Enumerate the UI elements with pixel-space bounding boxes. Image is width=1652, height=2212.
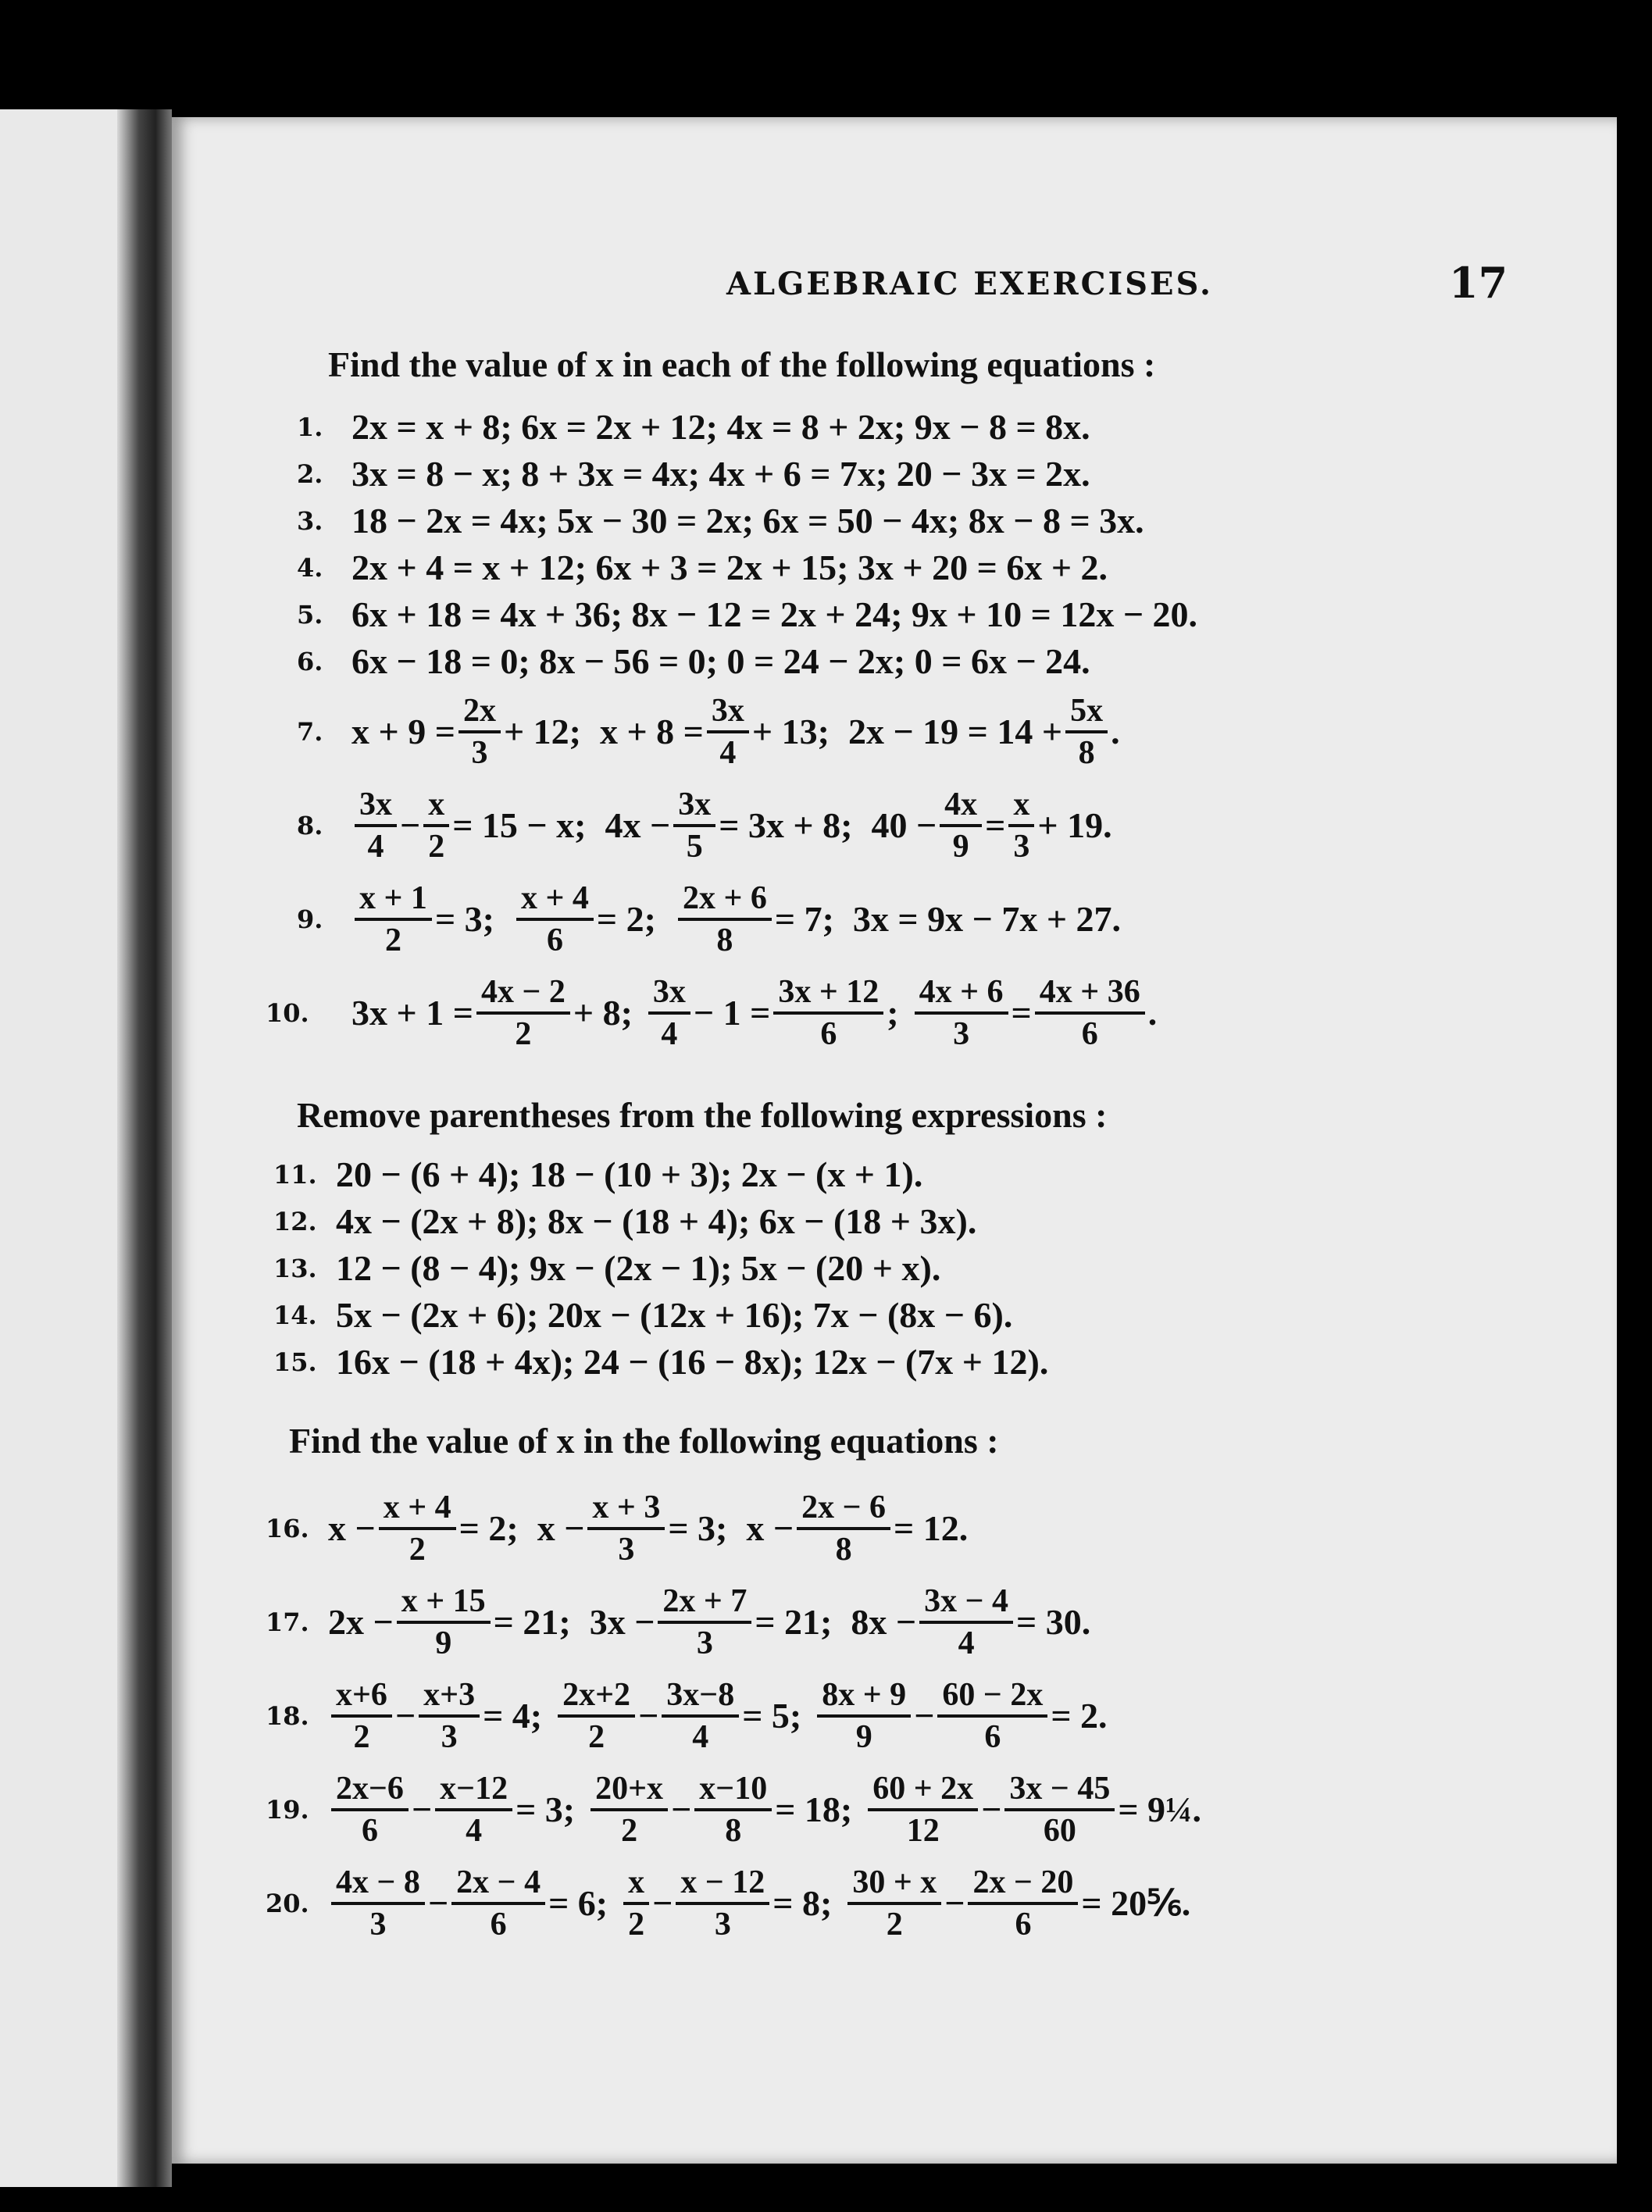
book-page xyxy=(172,117,1617,2164)
exercise-row xyxy=(266,685,1547,779)
fraction xyxy=(1065,693,1108,771)
expr-text: − xyxy=(671,1789,692,1830)
denominator: 2 xyxy=(409,1532,426,1568)
denominator: 3 xyxy=(471,735,488,771)
denominator: 8 xyxy=(1078,735,1095,771)
denominator: 8 xyxy=(716,922,733,958)
exercise-row xyxy=(266,404,1547,451)
denominator: 2 xyxy=(628,1907,645,1943)
numerator: x + 1 xyxy=(355,880,432,921)
numerator: x+6 xyxy=(331,1677,392,1718)
fraction xyxy=(658,1583,751,1661)
exercise-number: 5. xyxy=(297,600,323,630)
expr-text: x + 9 = xyxy=(351,712,455,752)
numerator: 3x xyxy=(648,974,690,1015)
expr-text: = 6; xyxy=(548,1883,608,1924)
exercise-row xyxy=(266,1763,1547,1857)
expr-text: = 21; xyxy=(493,1602,571,1643)
section-3-instruction: Find the value of x in the following equations : xyxy=(289,1421,999,1461)
numerator: 3x − 4 xyxy=(919,1583,1013,1624)
expr-text: 4x − xyxy=(605,805,671,846)
numerator: 20+x xyxy=(591,1771,668,1811)
numerator: 3x xyxy=(707,693,749,733)
denominator: 4 xyxy=(466,1813,483,1849)
expr-text: − xyxy=(638,1696,659,1736)
expr-text: = 8; xyxy=(772,1883,833,1924)
running-head xyxy=(266,258,1547,312)
expr-text: x − xyxy=(746,1508,794,1549)
section-1 xyxy=(266,344,1547,1060)
expr-text: − xyxy=(400,805,421,846)
fraction xyxy=(419,1677,480,1755)
numerator: x + 4 xyxy=(516,880,594,921)
numerator: 2x + 7 xyxy=(658,1583,751,1624)
exercise-equations: 18 − 2x = 4x; 5x − 30 = 2x; 6x = 50 − 4x; 8x − 8 = 3x. xyxy=(351,501,1144,541)
numerator: x + 3 xyxy=(587,1490,665,1530)
expr-text: = 21; xyxy=(755,1602,833,1643)
denominator: 60 xyxy=(1043,1813,1076,1849)
exercise-row xyxy=(266,1669,1547,1763)
expr-text: ; xyxy=(887,993,899,1033)
expr-text: − xyxy=(981,1789,1002,1830)
page-content xyxy=(266,258,1547,1950)
denominator: 6 xyxy=(984,1719,1001,1755)
denominator: 4 xyxy=(692,1719,709,1755)
expr-text: + 19. xyxy=(1037,805,1112,846)
denominator: 2 xyxy=(384,922,401,958)
adjacent-page-edge xyxy=(0,109,117,2187)
fraction xyxy=(676,1864,769,1943)
exercise-row xyxy=(266,1857,1547,1950)
exercise-number: 10. xyxy=(266,998,309,1028)
denominator: 5 xyxy=(686,829,703,865)
expr-text: . xyxy=(1147,993,1158,1033)
expr-text: = 5; xyxy=(742,1696,802,1736)
numerator: 4x + 6 xyxy=(915,974,1008,1015)
denominator: 2 xyxy=(515,1016,532,1052)
numerator: x + 15 xyxy=(397,1583,491,1624)
exercise-row xyxy=(266,1482,1547,1575)
fraction xyxy=(678,880,772,958)
expr-text: = 3; xyxy=(516,1789,576,1830)
fraction xyxy=(847,1864,941,1943)
fraction xyxy=(937,1677,1047,1755)
fraction xyxy=(817,1677,911,1755)
fraction xyxy=(423,787,449,865)
numerator: 4x − 2 xyxy=(476,974,570,1015)
exercise-number: 19. xyxy=(266,1795,309,1825)
denominator: 3 xyxy=(953,1016,970,1052)
numerator: x−10 xyxy=(694,1771,772,1811)
numerator: 2x+2 xyxy=(558,1677,635,1718)
exercise-row xyxy=(266,1339,1547,1386)
expr-text: + 8; xyxy=(573,993,633,1033)
exercise-number: 4. xyxy=(297,553,323,583)
numerator: 2x xyxy=(458,693,501,733)
fraction xyxy=(458,693,501,771)
numerator: 2x − 4 xyxy=(451,1864,545,1905)
denominator: 6 xyxy=(546,922,563,958)
numerator: 4x − 8 xyxy=(331,1864,425,1905)
fraction xyxy=(707,693,749,771)
expr-text: − xyxy=(944,1883,965,1924)
fraction xyxy=(435,1771,512,1849)
exercise-row xyxy=(266,591,1547,638)
denominator: 2 xyxy=(588,1719,605,1755)
exercise-number: 18. xyxy=(266,1701,309,1731)
fraction xyxy=(355,880,432,958)
exercise-row xyxy=(266,544,1547,591)
exercise-row xyxy=(266,1575,1547,1669)
exercise-number: 13. xyxy=(273,1254,317,1283)
exercise-number: 9. xyxy=(297,904,323,934)
denominator: 12 xyxy=(906,1813,940,1849)
denominator: 4 xyxy=(367,829,384,865)
fraction xyxy=(451,1864,545,1943)
numerator: x + 4 xyxy=(379,1490,456,1530)
fraction xyxy=(648,974,690,1052)
expr-text: − 1 = xyxy=(693,993,771,1033)
exercise-equations: 3x = 8 − x; 8 + 3x = 4x; 4x + 6 = 7x; 20 − 3x = 2x. xyxy=(351,454,1090,494)
expr-text: 8x − xyxy=(851,1602,917,1643)
denominator: 3 xyxy=(369,1907,387,1943)
denominator: 6 xyxy=(1015,1907,1032,1943)
expr-text: = 2; xyxy=(596,899,656,940)
exercise-expressions: 16x − (18 + 4x); 24 − (16 − 8x); 12x − (7x + 12). xyxy=(336,1342,1049,1382)
numerator: 2x − 20 xyxy=(968,1864,1078,1905)
fraction xyxy=(919,1583,1013,1661)
fraction xyxy=(797,1490,890,1568)
denominator: 3 xyxy=(441,1719,458,1755)
exercise-number: 15. xyxy=(273,1347,317,1377)
numerator: 2x−6 xyxy=(331,1771,409,1811)
exercise-expressions: 5x − (2x + 6); 20x − (12x + 16); 7x − (8x − 6). xyxy=(336,1295,1013,1336)
expr-text: = 4; xyxy=(483,1696,543,1736)
exercise-number: 6. xyxy=(297,647,323,676)
fraction xyxy=(968,1864,1078,1943)
book-binding xyxy=(117,109,172,2187)
exercise-row xyxy=(266,966,1547,1060)
exercise-number: 16. xyxy=(266,1514,309,1543)
exercise-equations: 6x + 18 = 4x + 36; 8x − 12 = 2x + 24; 9x + 10 = 12x − 20. xyxy=(351,594,1198,635)
fraction xyxy=(1004,1771,1115,1849)
denominator: 2 xyxy=(886,1907,903,1943)
numerator: x xyxy=(1008,787,1034,827)
expr-text: = 18; xyxy=(775,1789,853,1830)
exercise-number: 20. xyxy=(266,1889,309,1918)
expr-text: = 9¼. xyxy=(1118,1789,1202,1830)
fraction xyxy=(868,1771,978,1849)
denominator: 2 xyxy=(353,1719,370,1755)
denominator: 6 xyxy=(1081,1016,1098,1052)
exercise-number: 1. xyxy=(297,412,323,442)
expr-text: x − xyxy=(328,1508,376,1549)
fraction xyxy=(940,787,982,865)
denominator: 2 xyxy=(428,829,445,865)
fraction xyxy=(379,1490,456,1568)
expr-text: = xyxy=(1011,993,1032,1033)
numerator: x−12 xyxy=(435,1771,512,1811)
numerator: 3x xyxy=(673,787,715,827)
expr-text: = 2. xyxy=(1051,1696,1108,1736)
expr-text: x + 8 = xyxy=(599,712,704,752)
expr-text: = 12. xyxy=(894,1508,969,1549)
denominator: 3 xyxy=(696,1625,713,1661)
expr-text: + 13; xyxy=(751,712,830,752)
fraction xyxy=(331,1864,425,1943)
exercise-row xyxy=(266,498,1547,544)
exercise-number: 17. xyxy=(266,1607,309,1637)
denominator: 4 xyxy=(661,1016,678,1052)
expr-text: − xyxy=(652,1883,673,1924)
expr-text: − xyxy=(914,1696,935,1736)
numerator: 2x + 6 xyxy=(678,880,772,921)
denominator: 8 xyxy=(835,1532,852,1568)
expr-text: x − xyxy=(537,1508,585,1549)
fraction xyxy=(1008,787,1034,865)
denominator: 6 xyxy=(820,1016,837,1052)
expr-text: 3x − xyxy=(589,1602,655,1643)
numerator: 3x−8 xyxy=(662,1677,739,1718)
denominator: 6 xyxy=(361,1813,378,1849)
expr-text: − xyxy=(411,1789,433,1830)
numerator: 30 + x xyxy=(847,1864,941,1905)
exercise-row xyxy=(266,779,1547,872)
denominator: 3 xyxy=(1013,829,1030,865)
expr-text: = xyxy=(985,805,1006,846)
exercise-expressions: 20 − (6 + 4); 18 − (10 + 3); 2x − (x + 1). xyxy=(336,1154,923,1195)
fraction xyxy=(476,974,570,1052)
fraction xyxy=(773,974,883,1052)
numerator: 60 + 2x xyxy=(868,1771,978,1811)
expr-text: = 2; xyxy=(458,1508,519,1549)
fraction xyxy=(591,1771,668,1849)
expr-text: 2x − 19 = 14 + xyxy=(847,712,1063,752)
denominator: 9 xyxy=(952,829,969,865)
page-number: 17 xyxy=(1449,258,1508,308)
numerator: 4x xyxy=(940,787,982,827)
exercise-row xyxy=(266,1245,1547,1292)
fraction xyxy=(397,1583,491,1661)
section-1-instruction: Find the value of x in each of the following equations : xyxy=(328,344,1156,384)
numerator: x+3 xyxy=(419,1677,480,1718)
denominator: 4 xyxy=(958,1625,975,1661)
expr-text: 3x + 1 = xyxy=(351,993,473,1033)
expr-text: = 20⅚. xyxy=(1081,1883,1191,1924)
running-title: ALGEBRAIC EXERCISES. xyxy=(726,266,1213,302)
exercise-row xyxy=(266,872,1547,966)
section-3 xyxy=(266,1420,1547,1950)
fraction xyxy=(558,1677,635,1755)
expr-text: = 3; xyxy=(668,1508,728,1549)
expr-text: 2x − xyxy=(328,1602,394,1643)
denominator: 3 xyxy=(714,1907,731,1943)
exercise-number: 14. xyxy=(273,1300,317,1330)
exercise-row xyxy=(266,638,1547,685)
fraction xyxy=(623,1864,649,1943)
fraction xyxy=(915,974,1008,1052)
expr-text: 3x = 9x − 7x + 27. xyxy=(852,899,1122,940)
exercise-equations: 2x + 4 = x + 12; 6x + 3 = 2x + 15; 3x + 20 = 6x + 2. xyxy=(351,548,1108,588)
expr-text: = 3; xyxy=(434,899,494,940)
exercise-row xyxy=(266,1198,1547,1245)
denominator: 3 xyxy=(618,1532,635,1568)
numerator: 3x xyxy=(355,787,397,827)
expr-text: = 30. xyxy=(1016,1602,1091,1643)
numerator: 8x + 9 xyxy=(817,1677,911,1718)
expr-text: + 12; xyxy=(503,712,581,752)
fraction xyxy=(516,880,594,958)
exercise-equations: 6x − 18 = 0; 8x − 56 = 0; 0 = 24 − 2x; 0 = 6x − 24. xyxy=(351,641,1090,682)
exercise-number: 12. xyxy=(273,1207,317,1236)
denominator: 8 xyxy=(725,1813,742,1849)
expr-text: 40 − xyxy=(871,805,937,846)
exercise-expressions: 4x − (2x + 8); 8x − (18 + 4); 6x − (18 + 3x). xyxy=(336,1201,977,1242)
numerator: x − 12 xyxy=(676,1864,769,1905)
fraction xyxy=(694,1771,772,1849)
numerator: x xyxy=(623,1864,649,1905)
numerator: x xyxy=(423,787,449,827)
expr-text: = 15 − x; xyxy=(452,805,587,846)
expr-text: − xyxy=(394,1696,416,1736)
exercise-equations: 2x = x + 8; 6x = 2x + 12; 4x = 8 + 2x; 9x − 8 = 8x. xyxy=(351,407,1090,448)
expr-text: − xyxy=(427,1883,449,1924)
exercise-row xyxy=(266,1151,1547,1198)
exercise-number: 3. xyxy=(297,506,323,536)
exercise-expressions: 12 − (8 − 4); 9x − (2x − 1); 5x − (20 + x). xyxy=(336,1248,941,1289)
exercise-number: 11. xyxy=(273,1160,317,1190)
numerator: 3x + 12 xyxy=(773,974,883,1015)
denominator: 4 xyxy=(719,735,737,771)
fraction xyxy=(331,1677,392,1755)
expr-text: = 7; xyxy=(774,899,834,940)
fraction xyxy=(1035,974,1145,1052)
numerator: 2x − 6 xyxy=(797,1490,890,1530)
expr-text: . xyxy=(1111,712,1120,752)
numerator: 5x xyxy=(1065,693,1108,733)
denominator: 9 xyxy=(435,1625,452,1661)
expr-text: = 3x + 8; xyxy=(719,805,853,846)
fraction xyxy=(587,1490,665,1568)
fraction xyxy=(355,787,397,865)
fraction xyxy=(662,1677,739,1755)
exercise-number: 2. xyxy=(297,459,323,489)
section-2-instruction: Remove parentheses from the following expressions : xyxy=(297,1095,1108,1135)
denominator: 9 xyxy=(855,1719,872,1755)
exercise-number: 8. xyxy=(297,811,323,840)
exercise-number: 7. xyxy=(297,717,323,747)
section-2 xyxy=(266,1094,1547,1386)
fraction xyxy=(331,1771,409,1849)
denominator: 6 xyxy=(490,1907,507,1943)
fraction xyxy=(673,787,715,865)
denominator: 2 xyxy=(621,1813,638,1849)
numerator: 4x + 36 xyxy=(1035,974,1145,1015)
numerator: 60 − 2x xyxy=(937,1677,1047,1718)
exercise-row xyxy=(266,451,1547,498)
numerator: 3x − 45 xyxy=(1004,1771,1115,1811)
exercise-row xyxy=(266,1292,1547,1339)
